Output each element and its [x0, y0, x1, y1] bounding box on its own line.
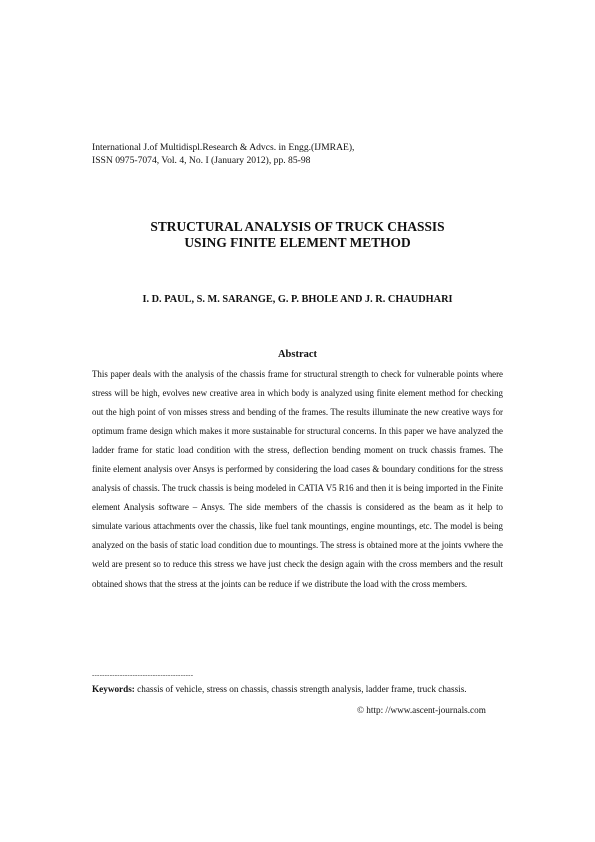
paper-title	[0, 219, 595, 250]
journal-citation	[92, 142, 354, 167]
journal-line-1: International J.of Multidispl.Research & Advcs. in Engg.(IJMRAE),	[92, 142, 355, 153]
author-list: I. D. PAUL, S. M. SARANGE, G. P. BHOLE AND J. R. CHAUDHARI	[142, 294, 453, 305]
abstract-heading: Abstract	[277, 349, 318, 360]
keywords	[92, 684, 467, 694]
title-line-1: STRUCTURAL ANALYSIS OF TRUCK CHASSIS	[150, 219, 445, 234]
copyright-notice: © http: //www.ascent-journals.com	[357, 705, 486, 715]
title-line-2: USING FINITE ELEMENT METHOD	[184, 234, 411, 250]
keywords-text: chassis of vehicle, stress on chassis, chassis strength analysis, ladder frame, truck chassis.	[134, 684, 467, 694]
footnote-rule: ----------------------------------------	[92, 671, 194, 679]
abstract-body: This paper deals with the analysis of the chassis frame for structural strength to check for vulnerable points where stress will be high, evolves new creative area in which body is analyzed using finite element method for checking out the high point of von misses stress and bending of the frames. The results illuminate the new creative ways for optimum frame design which makes it more sustainable for structural concerns. In this paper we have analyzed the ladder frame for static load condition with the stress, deflection bending moment on truck chassis frames. The finite element analysis over Ansys is performed by considering the load cases & boundary conditions for the stress analysis of chassis. The truck chassis is being modeled in CATIA V5 R16 and then it is being imported in the Finite element Analysis software – Ansys. The side members of the chassis is considered as the beam as it help to simulate various attachments over the chassis, like fuel tank mountings, engine mountings, etc. The model is being analyzed on the basis of static load condition due to mountings. The stress is obtained more at the joints vwhere the weld are present so to reduce this stress we have just check the design again with the cross members and the result obtained shows that the stress at the joints can be reduce if we distribute the load with the cross members.	[92, 369, 503, 589]
journal-line-2: ISSN 0975-7074, Vol. 4, No. I (January 2012), pp. 85-98	[92, 154, 311, 166]
keywords-label: Keywords:	[92, 684, 135, 694]
